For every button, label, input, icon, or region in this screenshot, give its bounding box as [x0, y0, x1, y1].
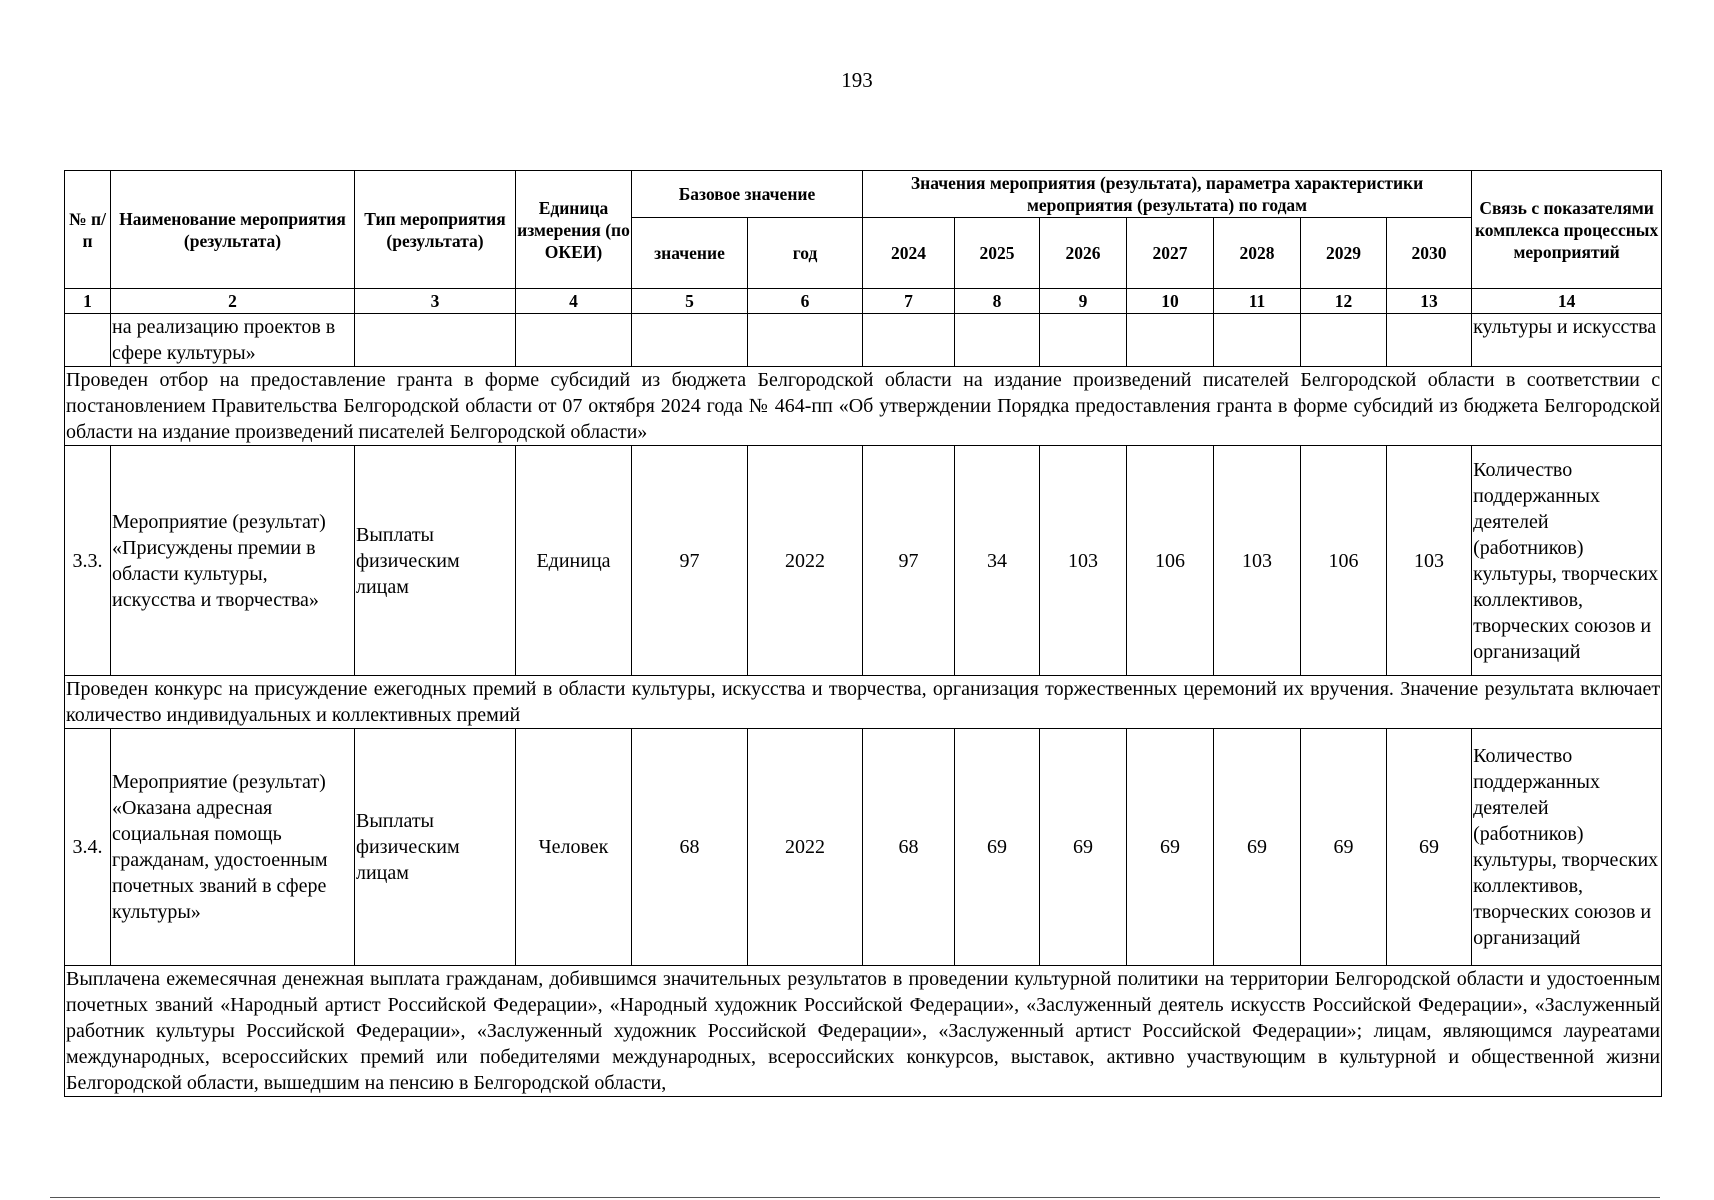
row-no: 3.4.	[65, 729, 111, 966]
row-value-2024: 97	[863, 446, 955, 676]
row-value	[1301, 314, 1387, 367]
row-value-2029: 69	[1301, 729, 1387, 966]
header-year: 2025	[955, 218, 1040, 289]
row-unit	[516, 314, 632, 367]
row-value-2030: 103	[1387, 446, 1472, 676]
column-number: 10	[1127, 289, 1214, 314]
column-number: 2	[111, 289, 355, 314]
column-number: 8	[955, 289, 1040, 314]
row-type: Выплаты физическим лицам	[355, 729, 516, 966]
results-table	[64, 170, 1662, 1097]
row-value-2027: 69	[1127, 729, 1214, 966]
row-name: Мероприятие (результат) «Присуждены премии в области культуры, искусства и творчества»	[111, 446, 355, 676]
header-name: Наименование мероприятия (результата)	[111, 171, 355, 289]
header-no: № п/п	[65, 171, 111, 289]
row-value	[1387, 314, 1472, 367]
row-value	[1040, 314, 1127, 367]
header-year: 2024	[863, 218, 955, 289]
header-year: 2026	[1040, 218, 1127, 289]
header-year: 2030	[1387, 218, 1472, 289]
row-no	[65, 314, 111, 367]
row-value-2028: 69	[1214, 729, 1301, 966]
row-value-2026: 103	[1040, 446, 1127, 676]
row-type: Выплаты физическим лицам	[355, 446, 516, 676]
row-link: Количество поддержанных деятелей (работников) культуры, творческих коллективов, творческих союзов и организаций	[1472, 729, 1662, 966]
column-number: 11	[1214, 289, 1301, 314]
note-row	[65, 676, 1662, 729]
row-value-2026: 69	[1040, 729, 1127, 966]
column-number: 9	[1040, 289, 1127, 314]
table-row	[65, 729, 1662, 966]
row-name: Мероприятие (результат) «Оказана адресная социальная помощь гражданам, удостоенным почетных званий в сфере культуры»	[111, 729, 355, 966]
row-value-2027: 106	[1127, 446, 1214, 676]
row-value-2028: 103	[1214, 446, 1301, 676]
column-number: 6	[748, 289, 863, 314]
column-number: 7	[863, 289, 955, 314]
header-unit: Единица измерения (по ОКЕИ)	[516, 171, 632, 289]
note-row	[65, 966, 1662, 1097]
row-value-2025: 34	[955, 446, 1040, 676]
header-values: Значения мероприятия (результата), параметра характеристики мероприятия (результата) по годам	[863, 171, 1472, 218]
row-base-year: 2022	[748, 446, 863, 676]
header-year: 2029	[1301, 218, 1387, 289]
note-text: Выплачена ежемесячная денежная выплата гражданам, добившимся значительных результатов в проведении культурной политики на территории Белгородской области и удостоенным почетных званий «Народный артист Российской Федерации», «Народный художник Российской Федерации», «Заслуженный деятель искусств Российской Федерации», «Заслуженный работник культуры Российской Федерации», «Заслуженный художник Российской Федерации», «Заслуженный артист Российской Федерации»; лицам, являющимся лауреатами международных, всероссийских премий или победителями международных, всероссийских конкурсов, выставок, активно участвующим в культурной и общественной жизни Белгородской области, вышедшим на пенсию в Белгородской области,	[65, 966, 1662, 1097]
row-base-value	[632, 314, 748, 367]
header-link: Связь с показателями комплекса процессных мероприятий	[1472, 171, 1662, 289]
page-bottom-rule	[50, 1197, 1660, 1198]
header-year: 2028	[1214, 218, 1301, 289]
column-number: 3	[355, 289, 516, 314]
continuation-row	[65, 314, 1662, 367]
column-number: 1	[65, 289, 111, 314]
table-row	[65, 446, 1662, 676]
column-number: 13	[1387, 289, 1472, 314]
header-year: 2027	[1127, 218, 1214, 289]
row-value-2030: 69	[1387, 729, 1472, 966]
row-value-2025: 69	[955, 729, 1040, 966]
header-base-year: год	[748, 218, 863, 289]
header-row-1	[65, 171, 1662, 218]
row-name: на реализацию проектов в сфере культуры»	[111, 314, 355, 367]
header-base: Базовое значение	[632, 171, 863, 218]
row-base-year	[748, 314, 863, 367]
row-unit: Человек	[516, 729, 632, 966]
row-value	[1214, 314, 1301, 367]
row-link: Количество поддержанных деятелей (работников) культуры, творческих коллективов, творческих союзов и организаций	[1472, 446, 1662, 676]
note-text: Проведен конкурс на присуждение ежегодных премий в области культуры, искусства и творчества, организация торжественных церемоний их вручения. Значение результата включает количество индивидуальных и коллективных премий	[65, 676, 1662, 729]
header-base-value: значение	[632, 218, 748, 289]
row-value	[955, 314, 1040, 367]
note-text: Проведен отбор на предоставление гранта в форме субсидий из бюджета Белгородской области на издание произведений писателей Белгородской области в соответствии с постановлением Правительства Белгородской области от 07 октября 2024 года № 464-пп «Об утверждении Порядка предоставления гранта в форме субсидий из бюджета Белгородской области на издание произведений писателей Белгородской области»	[65, 367, 1662, 446]
column-number-row	[65, 289, 1662, 314]
row-value-2029: 106	[1301, 446, 1387, 676]
row-no: 3.3.	[65, 446, 111, 676]
note-row	[65, 367, 1662, 446]
row-value	[863, 314, 955, 367]
column-number: 14	[1472, 289, 1662, 314]
row-type	[355, 314, 516, 367]
row-value-2024: 68	[863, 729, 955, 966]
page-number: 193	[841, 68, 873, 92]
row-value	[1127, 314, 1214, 367]
column-number: 4	[516, 289, 632, 314]
row-unit: Единица	[516, 446, 632, 676]
row-base-value: 68	[632, 729, 748, 966]
header-type: Тип мероприятия (результата)	[355, 171, 516, 289]
row-link: культуры и искусства	[1472, 314, 1662, 367]
row-base-year: 2022	[748, 729, 863, 966]
column-number: 12	[1301, 289, 1387, 314]
row-base-value: 97	[632, 446, 748, 676]
column-number: 5	[632, 289, 748, 314]
